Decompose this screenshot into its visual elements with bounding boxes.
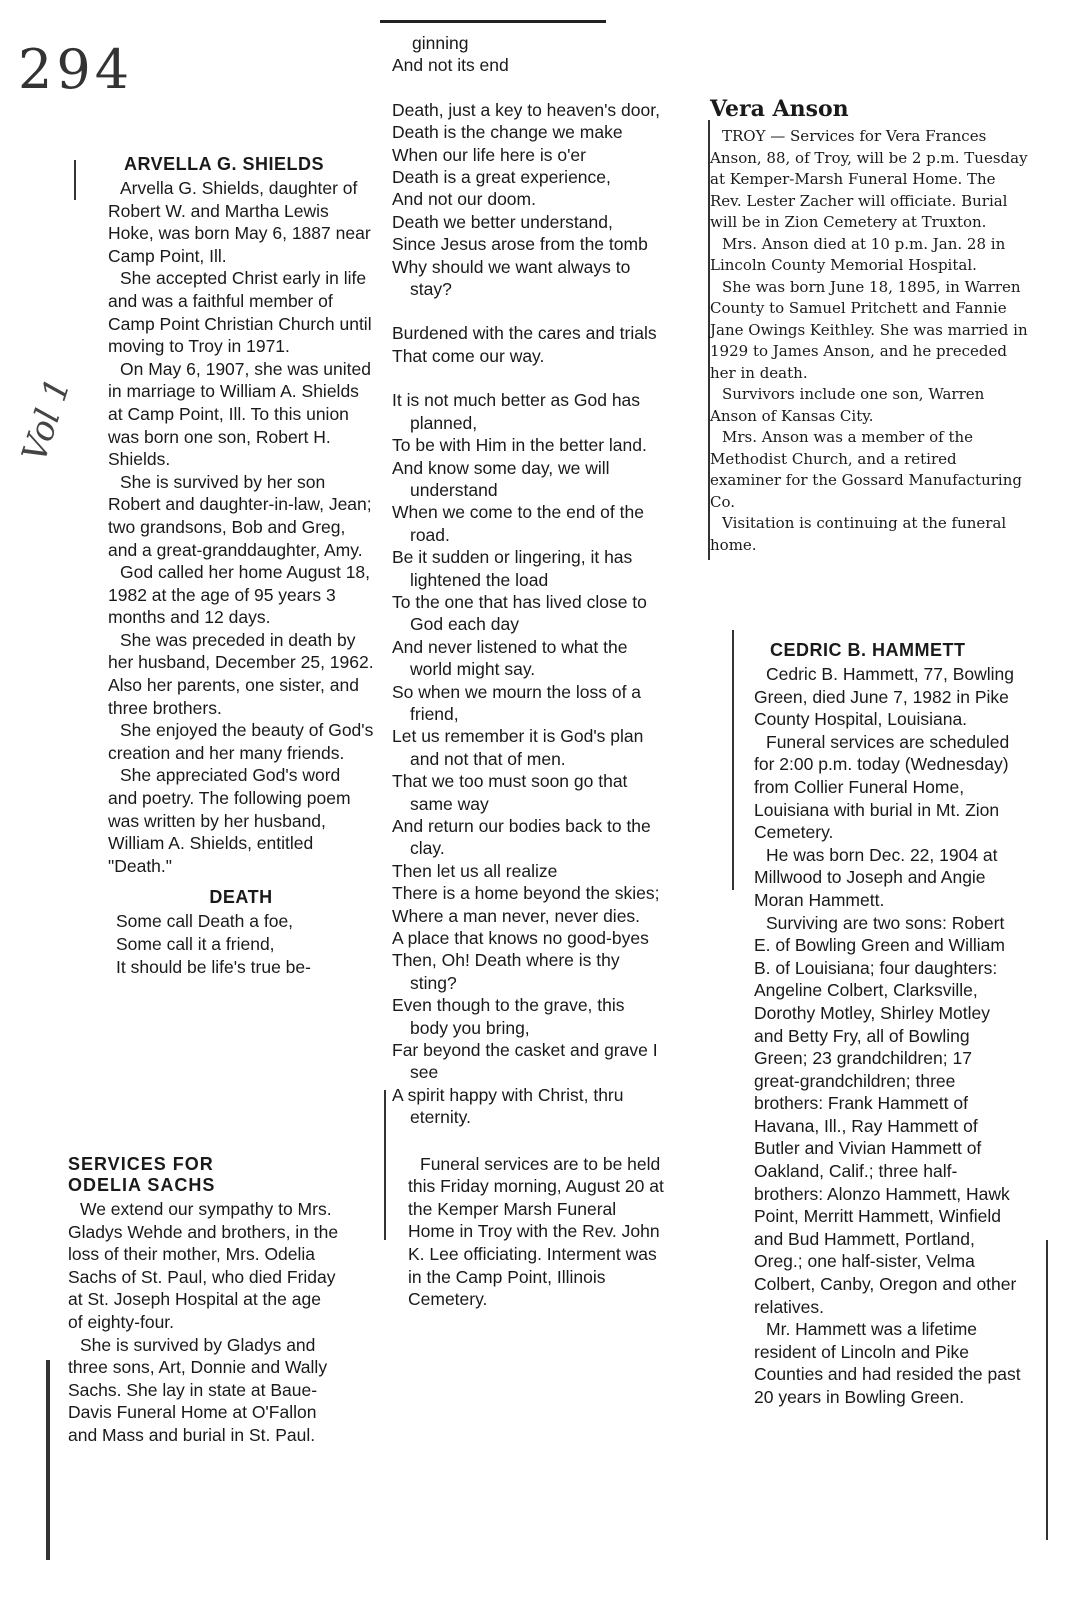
poem-line: A place that knows no good-byes (392, 928, 649, 949)
poem-line: It should be life's true be- (116, 956, 311, 977)
sachs-headline-1: SERVICES FOR (68, 1154, 214, 1174)
poem-line: When we come to the end of the road. (392, 502, 644, 545)
hammett-headline: CEDRIC B. HAMMETT (770, 640, 966, 660)
poem-line: Even though to the grave, this body you bring, (392, 995, 625, 1038)
hammett-body (754, 663, 1022, 1409)
page-number: 294 (18, 38, 134, 101)
paragraph: She appreciated God's word and poetry. The following poem was written by her husband, William A. Shields, entitled "Death." (108, 765, 351, 876)
paragraph: She was born June 18, 1895, in Warren County to Samuel Pritchett and Fannie Jane Owings Keithley. She was married in 1929 to James Anson, and he preceded her in death. (710, 277, 1028, 382)
sachs-headline-2: ODELIA SACHS (68, 1175, 216, 1195)
shields-headline: ARVELLA G. SHIELDS (124, 154, 325, 174)
stanza-gap (392, 367, 664, 389)
poem-continued-column (392, 32, 664, 1311)
sachs-notice (68, 1154, 340, 1447)
paragraph: She is survived by her son Robert and daughter-in-law, Jean; two grandsons, Bob and Greg, and a great-granddaughter, Amy. (108, 471, 372, 560)
paragraph: Cedric B. Hammett, 77, Bowling Green, died June 7, 1982 in Pike County Hospital, Louisiana. (754, 664, 1015, 730)
paragraph: TROY — Services for Vera Frances Anson, 88, of Troy, will be 2 p.m. Tuesday at Kemper-Marsh Funeral Home. The Rev. Lester Zacher will officiate. Burial will be in Zion Cemetery at Truxton. (710, 127, 1028, 231)
anson-headline: Vera Anson (710, 96, 849, 122)
paragraph: Funeral services are to be held this Friday morning, August 20 at the Kemper Marsh Funeral Home in Troy with the Rev. John K. Lee officiating. Interment was in the Camp Point, Illinois Cemetery. (408, 1153, 664, 1310)
paragraph: Arvella G. Shields, daughter of Robert W. and Martha Lewis Hoke, was born May 6, 1887 near Camp Point, Ill. (108, 178, 371, 266)
poem-start (108, 910, 374, 978)
poem-line: So when we mourn the loss of a friend, (392, 681, 642, 724)
poem-line: Death is the change we make (392, 122, 623, 143)
top-rule (380, 20, 606, 23)
stanza-gap (392, 77, 664, 99)
clipping-edge-left-top (74, 160, 76, 200)
poem-line: Some call it a friend, (116, 934, 275, 954)
paragraph: Visitation is continuing at the funeral home. (710, 514, 1007, 554)
poem-line: When our life here is o'er (392, 144, 586, 165)
poem-line: It is not much better as God has planned, (392, 390, 641, 433)
anson-body (710, 126, 1028, 556)
poem-line: And not our doom. (392, 189, 536, 210)
paragraph: He was born Dec. 22, 1904 at Millwood to Joseph and Angie Moran Hammett. (754, 844, 998, 910)
poem-line: And never listened to what the world might say. (392, 636, 628, 680)
hammett-obituary (754, 640, 1022, 1409)
poem-line: That we too must soon go that same way (392, 771, 628, 814)
poem-line: ginning (412, 33, 469, 53)
poem-line: And know some day, we will understand (392, 457, 610, 500)
poem-line: A spirit happy with Christ, thru eternity. (392, 1084, 624, 1128)
paragraph: On May 6, 1907, she was united in marriage to William A. Shields at Camp Point, Ill. To this union was born one son, Robert H. Shields. (108, 358, 371, 470)
poem-line: Where a man never, never dies. (392, 905, 641, 926)
clipping-edge-right (1046, 1240, 1048, 1540)
poem-line: Death, just a key to heaven's door, (392, 99, 660, 120)
sachs-body (68, 1198, 340, 1447)
poem-line: Death we better understand, (392, 211, 613, 232)
paragraph: She is survived by Gladys and three sons, Art, Donnie and Wally Sachs. She lay in state at Baue-Davis Funeral Home at O'Fallon and Mass and burial in St. Paul. (68, 1334, 328, 1445)
poem-line: Far beyond the casket and grave I see (392, 1040, 658, 1083)
paragraph: We extend our sympathy to Mrs. Gladys Wehde and brothers, in the loss of their mother, Mrs. Odelia Sachs of St. Paul, who died Friday at St. Joseph Hospital at the age of eighty-four. (68, 1199, 339, 1332)
poem-continued (392, 32, 664, 1129)
poem-line: Then let us all realize (392, 860, 558, 881)
poem-line: Let us remember it is God's plan and not that of men. (392, 726, 644, 769)
clipping-edge-hammett (732, 630, 734, 890)
anson-obituary (710, 96, 1028, 556)
paragraph: Survivors include one son, Warren Anson of Kansas City. (710, 385, 985, 425)
poem-line: And return our bodies back to the clay. (392, 816, 651, 859)
paragraph: Mrs. Anson died at 10 p.m. Jan. 28 in Lincoln County Memorial Hospital. (710, 234, 1006, 274)
funeral-note (392, 1153, 664, 1311)
poem-line: And not its end (392, 55, 509, 76)
paragraph: Funeral services are scheduled for 2:00 p.m. today (Wednesday) from Collier Funeral Home, Louisiana with burial in Mt. Zion Cemetery. (754, 731, 1010, 843)
poem-line: Since Jesus arose from the tomb (392, 234, 648, 255)
shields-body (108, 177, 374, 877)
shields-obituary (108, 154, 374, 978)
clipping-edge-sachs (46, 1360, 50, 1560)
poem-line: Some call Death a foe, (116, 911, 294, 932)
poem-line: That come our way. (392, 345, 545, 366)
stanza-gap (392, 300, 664, 322)
poem-line: Burdened with the cares and trials (392, 323, 657, 344)
poem-line: Death is a great experience, (392, 167, 611, 188)
poem-line: Be it sudden or lingering, it has lightened the load (392, 547, 633, 590)
paragraph: She accepted Christ early in life and was a faithful member of Camp Point Christian Church until moving to Troy in 1971. (108, 268, 372, 357)
paragraph: She was preceded in death by her husband, December 25, 1962. Also her parents, one sister, and three brothers. (108, 629, 374, 718)
poem-line: To be with Him in the better land. (392, 435, 647, 456)
poem-line: To the one that has lived close to God each day (392, 591, 647, 635)
margin-handwriting: Vol 1 (14, 373, 79, 467)
clipping-edge-poem (384, 1090, 386, 1240)
poem-title: DEATH (209, 887, 273, 908)
paragraph: Mrs. Anson was a member of the Methodist Church, and a retired examiner for the Gossard Manufacturing Co. (710, 428, 1022, 511)
poem-line: There is a home beyond the skies; (392, 883, 660, 904)
poem-line: Then, Oh! Death where is thy sting? (392, 950, 620, 993)
paragraph: She enjoyed the beauty of God's creation and her many friends. (108, 720, 374, 763)
poem-line: Why should we want always to stay? (392, 256, 631, 300)
paragraph: God called her home August 18, 1982 at the age of 95 years 3 months and 12 days. (108, 562, 371, 628)
paragraph: Mr. Hammett was a lifetime resident of Lincoln and Pike Counties and had resided the past 20 years in Bowling Green. (754, 1319, 1021, 1407)
paragraph: Surviving are two sons: Robert E. of Bowling Green and William B. of Louisiana; four daughters: Angeline Colbert, Clarksville, Dorothy Motley, Shirley Motley and Betty Fry, all of Bowling Green; 23 grandchildren; 17 great-grandchildren; three brothers: Frank Hammett of Havana, Ill., Ray Hammett of Butler and Vivian Hammett of Oakland, Calif.; three half-brothers: Alonzo Hammett, Hawk Point, Merritt Hammett, Winfield and Bud Hammett, Portland, Oreg.; one half-sister, Velma Colbert, Canby, Oregon and other relatives. (754, 912, 1017, 1317)
